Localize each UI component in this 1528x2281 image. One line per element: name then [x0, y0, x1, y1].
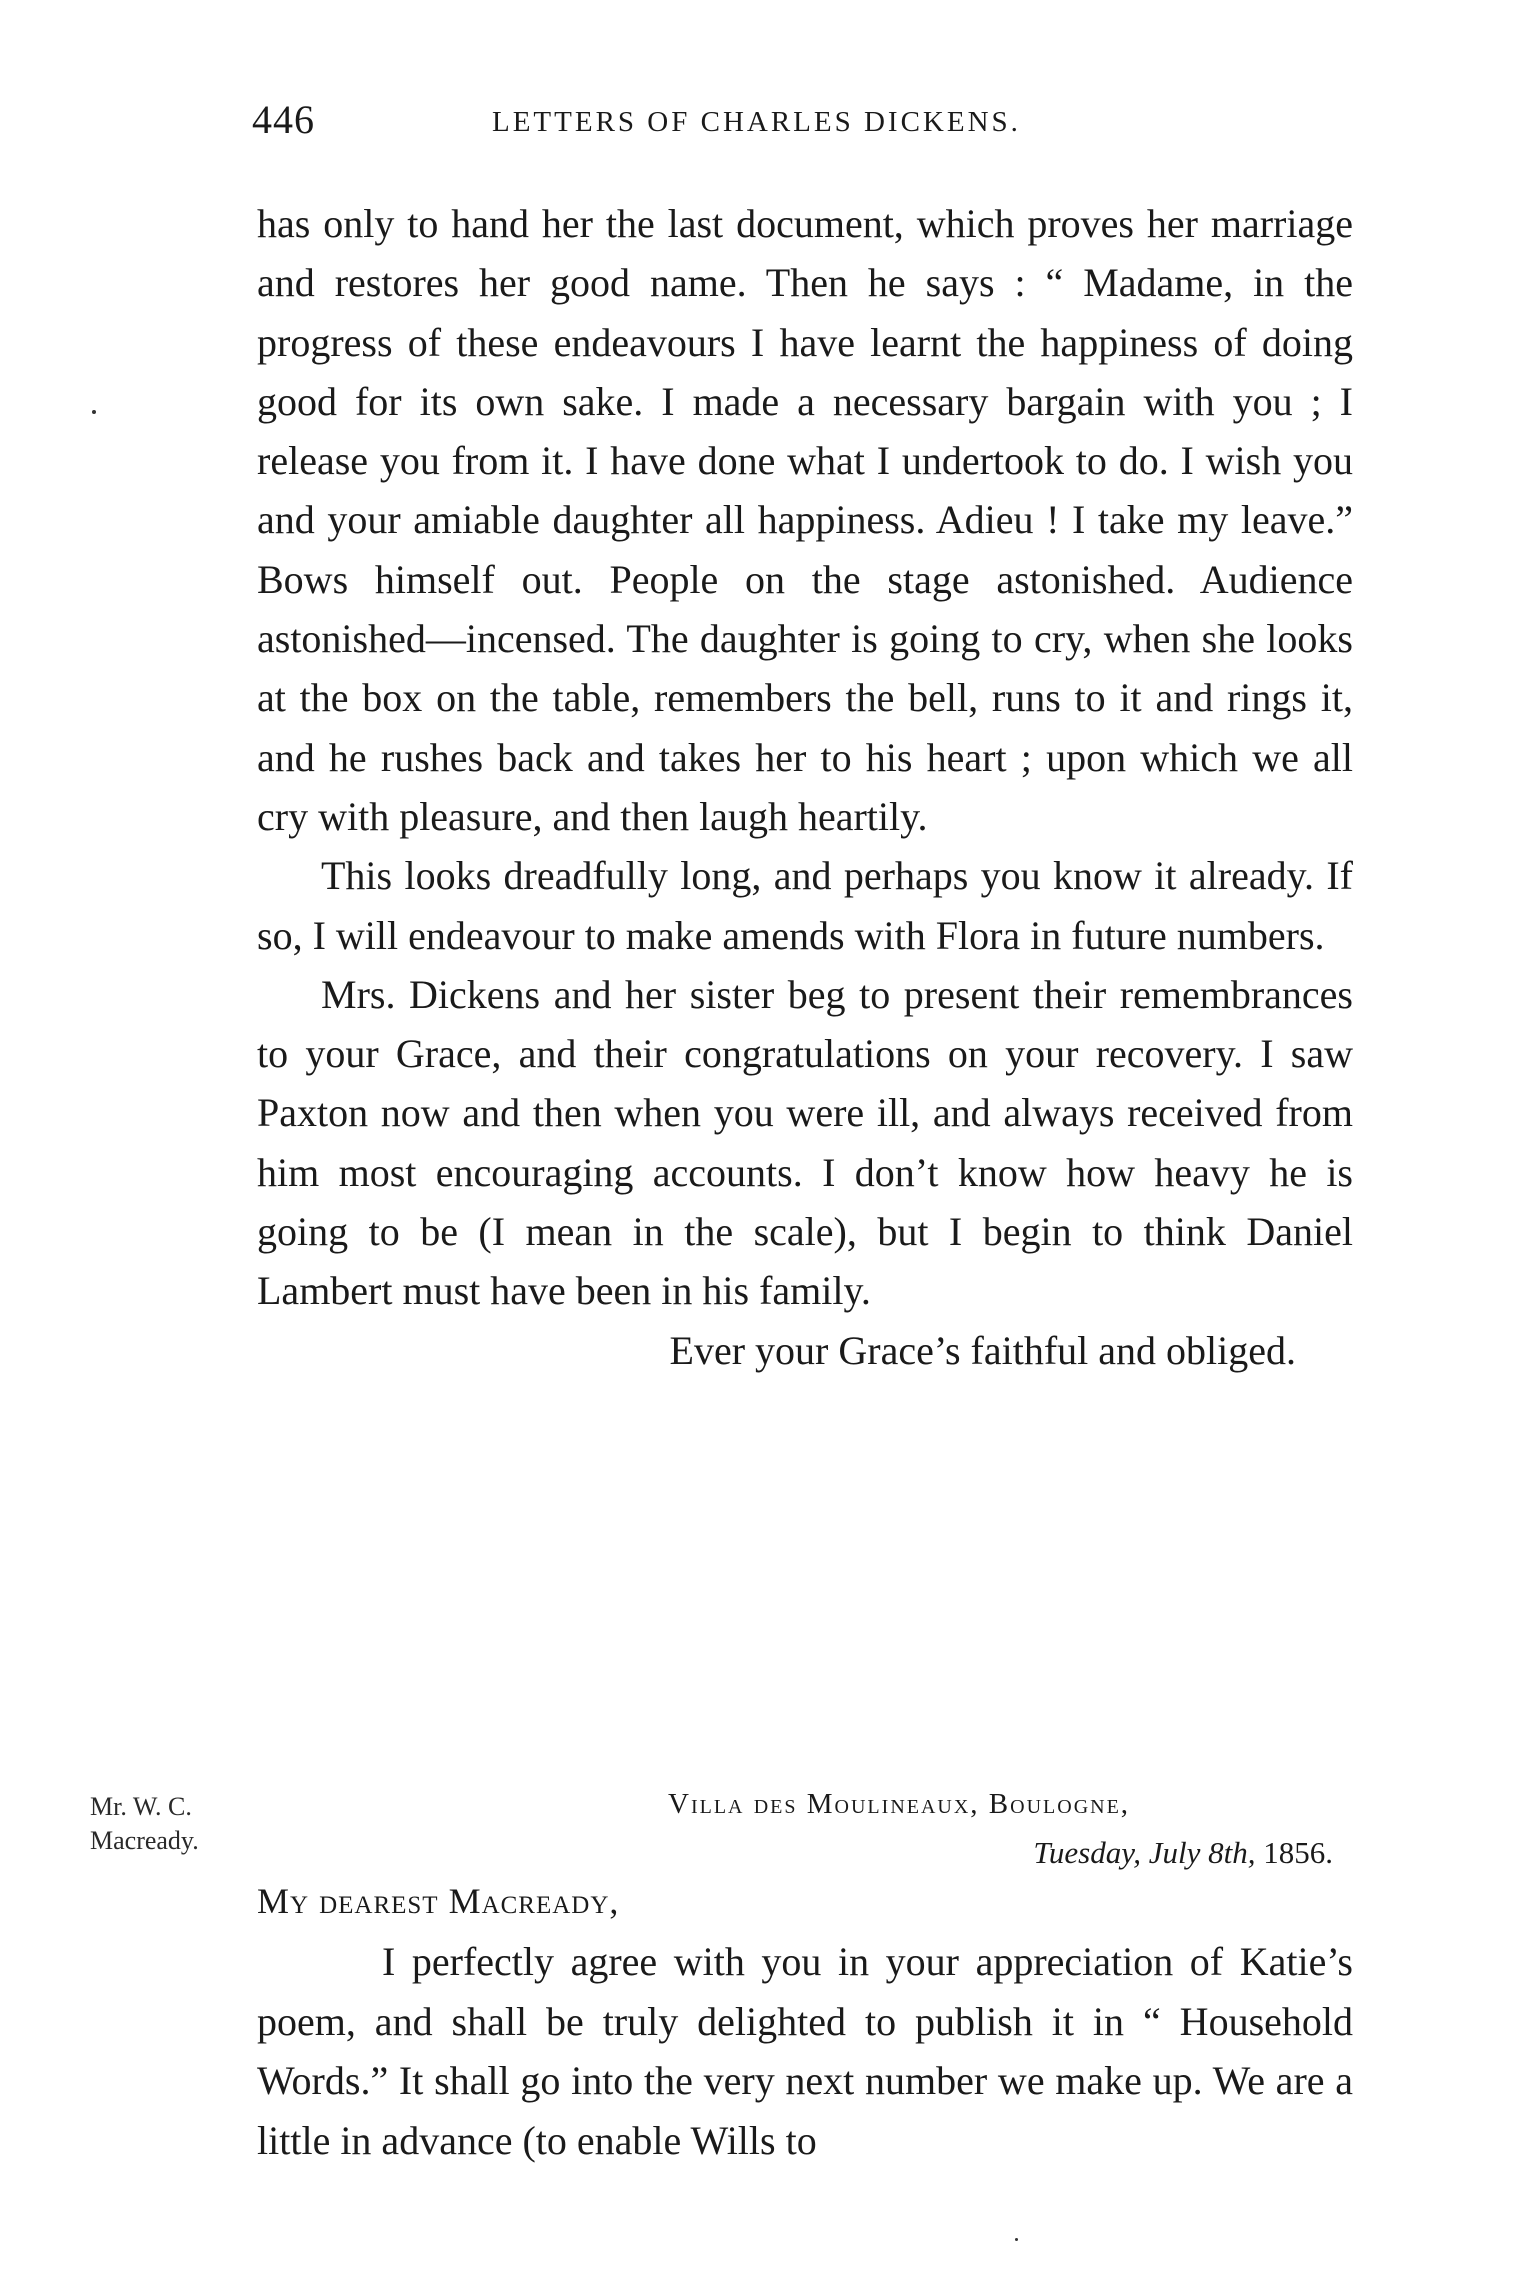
- letter-signoff: Ever your Grace’s faithful and obliged.: [669, 1327, 1296, 1373]
- running-title: LETTERS OF CHARLES DICKENS.: [492, 106, 1021, 138]
- page-number: 446: [252, 97, 315, 142]
- margin-note-line: Macready.: [90, 1826, 199, 1855]
- paragraph: Mrs. Dickens and her sister beg to present their remembrances to your Grace, and their congratulations on your recovery. I saw Paxton now and then when you were ill, and always received from him most encouraging accounts. I don’t know how heavy he is going to be (I mean in the scale), but I begin to think Daniel Lambert must have been in his family.: [257, 971, 1353, 1314]
- page-speck: [1015, 2238, 1018, 2241]
- date-year: 1856.: [1263, 1835, 1333, 1870]
- letter-date: [1033, 1835, 1333, 1871]
- paragraph-continued: has only to hand her the last document, which proves her marriage and restores her good name. Then he says : “ Madame, in the progress of these endeavours I have learnt the happiness of doing good for its own sake. I made a necessary bargain with you ; I release you from it. I have done what I undertook to do. I wish you and your amiable daughter all happiness. Adieu ! I take my leave.” Bows himself out. People on the stage astonished. Audience astonished—incensed. The daughter is going to cry, when she looks at the box on the table, remembers the bell, runs to it and rings it, and he rushes back and takes her to his heart ; upon which we all cry with pleasure, and then laugh heartily.: [257, 201, 1353, 839]
- letter-body: [257, 1932, 1353, 2170]
- margin-note-line: Mr. W. C.: [90, 1792, 192, 1821]
- letter-continuation: [257, 194, 1353, 1380]
- paragraph: This looks dreadfully long, and perhaps you know it already. If so, I will endeavour to make amends with Flora in future numbers.: [257, 853, 1353, 958]
- page-speck: [92, 410, 96, 414]
- recipient-margin-note: [90, 1790, 199, 1858]
- address-text: Villa des Moulineaux, Boulogne,: [668, 1788, 1131, 1820]
- date-day: Tuesday, July 8th,: [1033, 1835, 1256, 1870]
- page-header: [252, 96, 1362, 156]
- letter-address: [668, 1788, 1130, 1821]
- letter-salutation: My dearest Macready,: [257, 1881, 620, 1921]
- letter-paragraph: I perfectly agree with you in your appreciation of Katie’s poem, and shall be truly delighted to publish it in “ Household Words.” It shall go into the very next number we make up. We are a little in advance (to enable Wills to: [257, 1939, 1353, 2163]
